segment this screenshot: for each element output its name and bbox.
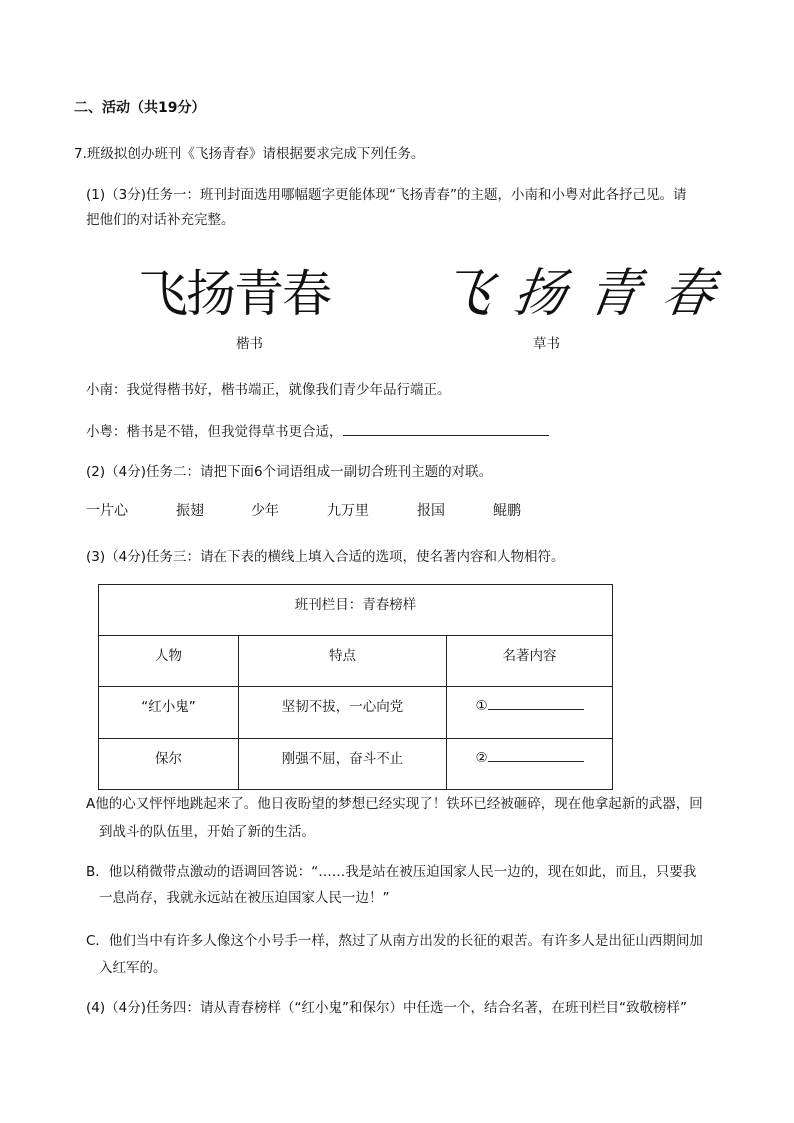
circled-number: ① — [475, 698, 488, 714]
label-cursive-script: 草书 — [533, 336, 560, 352]
role-model-table — [98, 584, 613, 790]
couplet-word: 鲲鹏 — [493, 503, 521, 519]
table-cell-trait: 刚强不屈，奋斗不止 — [239, 739, 447, 790]
couplet-word: 振翅 — [176, 503, 204, 519]
answer-blank-2[interactable] — [488, 747, 584, 762]
table-cell-content — [447, 687, 613, 739]
option-c-line1: C．他们当中有许多人像这个小号手一样，熬过了从南方出发的长征的艰苦。有许多人是出征山西期间加 — [86, 933, 703, 949]
table-cell-person: “红小鬼” — [99, 687, 239, 739]
calligraphy-regular-script: 飞扬青春 — [138, 265, 330, 323]
table-header: 名著内容 — [447, 636, 613, 687]
option-a-line2: 到战斗的队伍里，开始了新的生活。 — [99, 824, 315, 840]
answer-blank-1[interactable] — [488, 695, 584, 710]
couplet-word: 少年 — [251, 503, 279, 519]
option-b-line1: B．他以稍微带点激动的语调回答说：“……我是站在被压迫国家人民一边的，现在如此，而且，只要我 — [86, 864, 697, 880]
table-header: 特点 — [239, 636, 447, 687]
couplet-word: 九万里 — [327, 503, 369, 519]
option-c-line2: 入红军的。 — [99, 960, 167, 976]
task2-prompt: (2)（4分)任务二：请把下面6个词语组成一副切合班刊主题的对联。 — [86, 464, 493, 480]
table-cell-content — [447, 739, 613, 790]
table-row — [99, 687, 613, 739]
table-header: 人物 — [99, 636, 239, 687]
answer-blank-xiaoyue[interactable] — [343, 421, 549, 436]
circled-number: ② — [475, 750, 488, 766]
task1-line2: 把他们的对话补充完整。 — [86, 212, 235, 228]
task4-line1: (4)（4分)任务四：请从青春榜样（“红小鬼”和保尔）中任选一个，结合名著，在班刊栏目“致敬榜样” — [86, 1000, 687, 1016]
label-regular-script: 楷书 — [236, 336, 263, 352]
couplet-word: 报国 — [417, 503, 445, 519]
section-title: 二、活动（共19分） — [74, 100, 206, 116]
table-row — [99, 739, 613, 790]
dialogue-xiaonan: 小南：我觉得楷书好，楷书端正，就像我们青少年品行端正。 — [86, 382, 451, 398]
table-title: 班刊栏目：青春榜样 — [99, 585, 613, 636]
task1-line1: (1)（3分)任务一：班刊封面选用哪幅题字更能体现“飞扬青春”的主题，小南和小粤对此各抒己见。请 — [86, 187, 687, 203]
dialogue-xiaoyue-text: 小粤：楷书是不错，但我觉得草书更合适， — [86, 424, 343, 440]
table-cell-person: 保尔 — [99, 739, 239, 790]
calligraphy-cursive-script: 飞扬青春 — [435, 264, 741, 324]
option-a-line1: A他的心又怦怦地跳起来了。他日夜盼望的梦想已经实现了！铁环已经被砸碎，现在他拿起新的武器，回 — [86, 796, 703, 812]
question-7-stem: 7.班级拟创办班刊《飞扬青春》请根据要求完成下列任务。 — [74, 146, 425, 162]
option-b-line2: 一息尚存，我就永远站在被压迫国家人民一边！” — [99, 890, 390, 906]
dialogue-xiaoyue — [86, 420, 549, 440]
table-cell-trait: 坚韧不拔，一心向党 — [239, 687, 447, 739]
couplet-word: 一片心 — [86, 503, 128, 519]
task3-prompt: (3)（4分)任务三：请在下表的横线上填入合适的选项，使名著内容和人物相符。 — [86, 549, 565, 565]
